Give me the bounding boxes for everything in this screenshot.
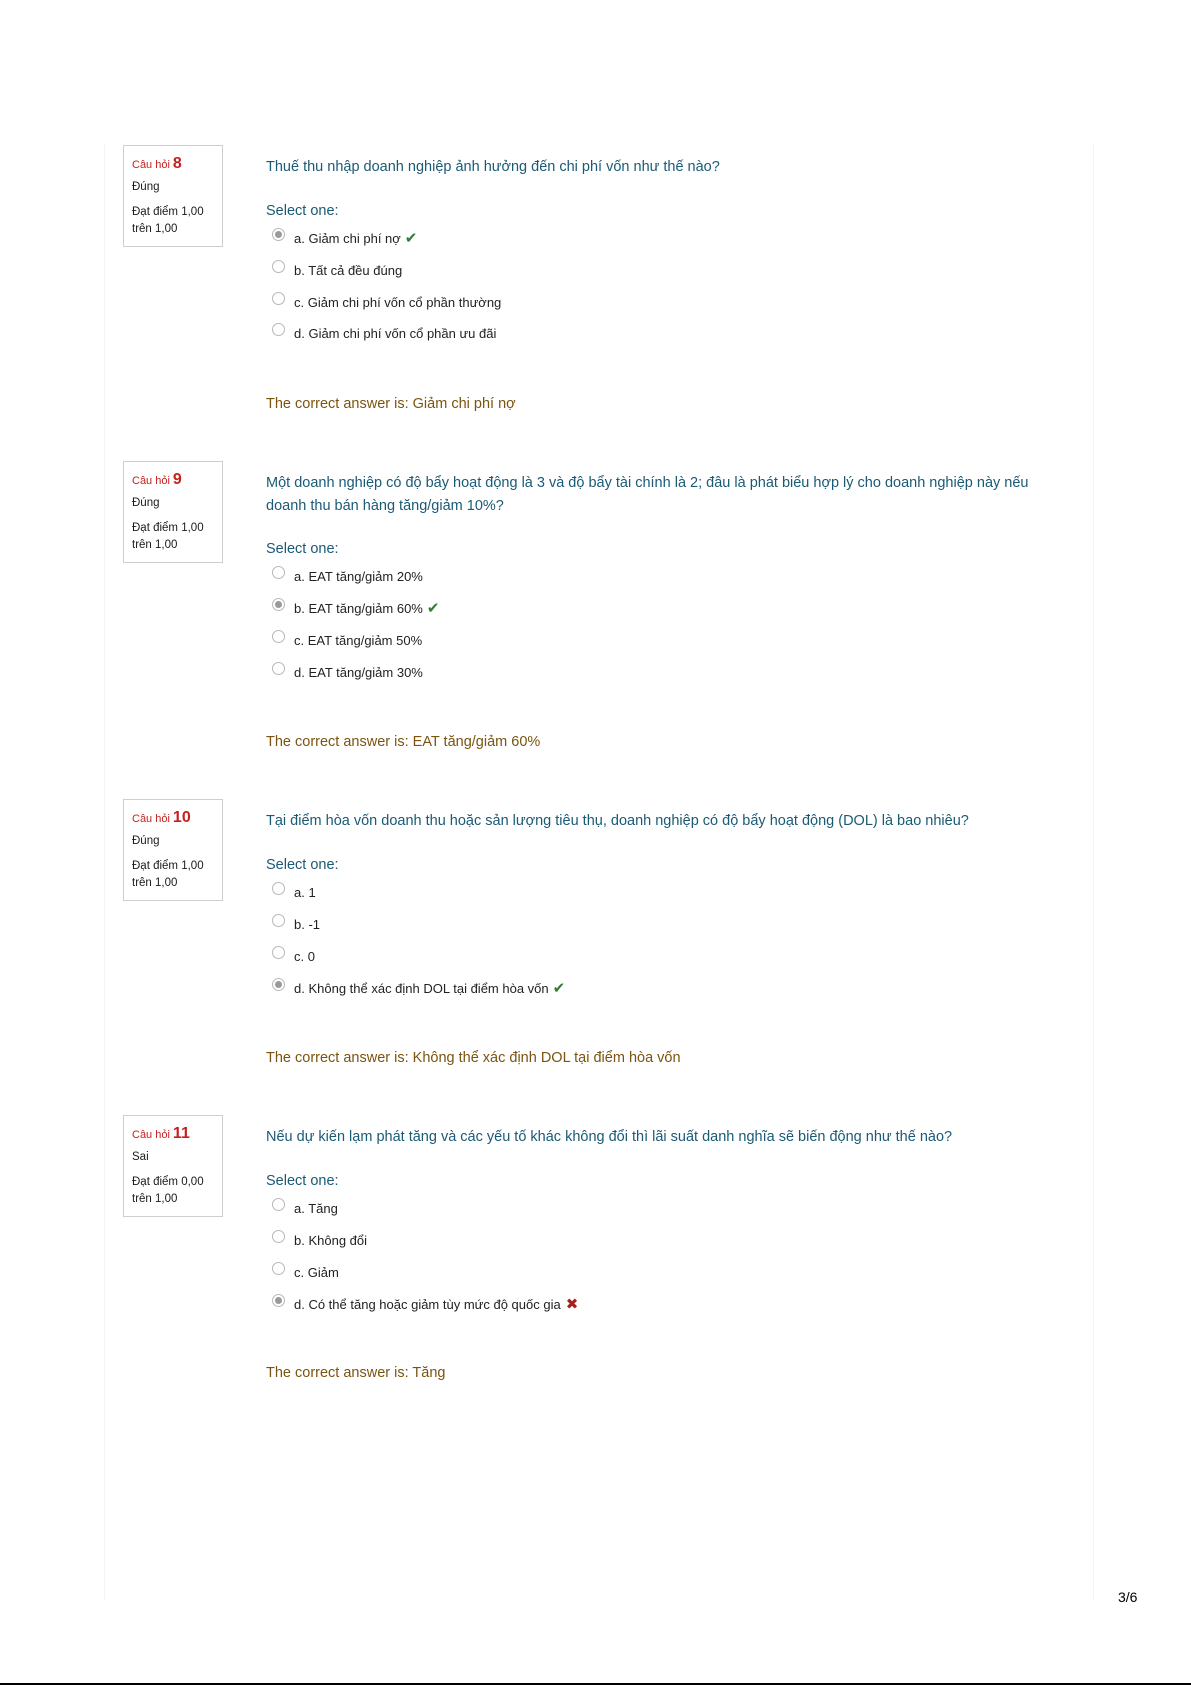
answer-label: c. EAT tăng/giảm 50% [294, 633, 423, 648]
answer-option-d[interactable] [272, 1295, 578, 1315]
right-answer: The correct answer is: Giảm chi phí nợ [266, 396, 516, 412]
answer-label: d. Giảm chi phí vốn cổ phần ưu đãi [294, 326, 497, 341]
check-icon: ✔ [404, 230, 418, 247]
answer-label: c. 0 [294, 949, 315, 964]
question-number-value: 10 [172, 809, 191, 826]
question-state: Sai [132, 1151, 149, 1163]
page-frame [104, 144, 1094, 1600]
answer-option-a[interactable] [272, 883, 316, 903]
answer-label: a. Giảm chi phí nợ [294, 231, 401, 246]
question-info [123, 1115, 223, 1217]
question-state: Đúng [132, 497, 160, 509]
answer-label: b. Tất cả đều đúng [294, 263, 403, 278]
question-text [266, 472, 1028, 518]
question-number-value: 9 [172, 471, 182, 488]
answer-option-b[interactable] [272, 599, 439, 619]
question-text: Tại điểm hòa vốn doanh thu hoặc sản lượng tiêu thụ, doanh nghiệp có độ bẩy hoạt động (DOL) là bao nhiêu? [266, 813, 969, 829]
check-icon: ✔ [552, 980, 566, 997]
grade-line: Đạt điểm 1,00 [132, 206, 204, 218]
select-one-prompt: Select one: [266, 857, 339, 873]
answer-label: b. -1 [294, 917, 321, 932]
answer-label: a. Tăng [294, 1201, 338, 1216]
answer-option-c[interactable] [272, 631, 422, 651]
right-answer: The correct answer is: EAT tăng/giảm 60% [266, 734, 541, 750]
answer-option-a[interactable] [272, 229, 417, 249]
question-info [123, 145, 223, 247]
question-label: Câu hỏi [132, 1129, 170, 1141]
question-label: Câu hỏi [132, 159, 170, 171]
question-number [132, 154, 214, 174]
question-label: Câu hỏi [132, 813, 170, 825]
radio-button[interactable] [272, 260, 285, 273]
right-answer: The correct answer is: Không thể xác định DOL tại điểm hòa vốn [266, 1050, 681, 1066]
answer-option-c[interactable] [272, 1263, 339, 1283]
question-text: Thuế thu nhập doanh nghiệp ảnh hưởng đến chi phí vốn như thế nào? [266, 159, 720, 175]
question-number-value: 11 [172, 1125, 190, 1142]
answer-option-d[interactable] [272, 324, 496, 344]
radio-button[interactable] [272, 1294, 285, 1307]
radio-button[interactable] [272, 630, 285, 643]
question-grade [132, 204, 214, 238]
select-one-prompt: Select one: [266, 1173, 339, 1189]
radio-button[interactable] [272, 598, 285, 611]
radio-button[interactable] [272, 946, 285, 959]
radio-button[interactable] [272, 978, 285, 991]
answer-option-c[interactable] [272, 947, 315, 967]
grade-line: Đạt điểm 0,00 [132, 1176, 204, 1188]
question-number [132, 1124, 214, 1144]
answer-label: d. EAT tăng/giảm 30% [294, 665, 423, 680]
question-info [123, 461, 223, 563]
grade-max-line: trên 1,00 [132, 1193, 178, 1205]
answer-option-a[interactable] [272, 1199, 338, 1219]
answer-option-b[interactable] [272, 915, 320, 935]
radio-button[interactable] [272, 292, 285, 305]
radio-button[interactable] [272, 323, 285, 336]
answer-option-c[interactable] [272, 293, 501, 313]
question-info [123, 799, 223, 901]
answer-option-d[interactable] [272, 979, 565, 999]
radio-button[interactable] [272, 566, 285, 579]
answer-option-b[interactable] [272, 1231, 367, 1251]
grade-max-line: trên 1,00 [132, 539, 178, 551]
radio-button[interactable] [272, 1262, 285, 1275]
question-number-value: 8 [172, 155, 182, 172]
question-number [132, 470, 214, 490]
answer-option-d[interactable] [272, 663, 423, 683]
question-grade [132, 520, 214, 554]
question-text: Nếu dự kiến lạm phát tăng và các yếu tố khác không đổi thì lãi suất danh nghĩa sẽ biến động như thế nào? [266, 1129, 953, 1145]
radio-button[interactable] [272, 662, 285, 675]
answer-label: c. Giảm chi phí vốn cổ phần thường [294, 295, 502, 310]
question-state: Đúng [132, 181, 160, 193]
answer-option-b[interactable] [272, 261, 402, 281]
check-icon: ✔ [426, 600, 440, 617]
answer-label: a. 1 [294, 885, 316, 900]
radio-button[interactable] [272, 228, 285, 241]
answer-label: b. EAT tăng/giảm 60% [294, 601, 423, 616]
question-grade [132, 858, 214, 892]
grade-line: Đạt điểm 1,00 [132, 860, 204, 872]
radio-button[interactable] [272, 914, 285, 927]
select-one-prompt: Select one: [266, 203, 339, 219]
grade-line: Đạt điểm 1,00 [132, 522, 204, 534]
answer-label: a. EAT tăng/giảm 20% [294, 569, 423, 584]
grade-max-line: trên 1,00 [132, 223, 178, 235]
question-number [132, 808, 214, 828]
question-text-line: doanh thu bán hàng tăng/giảm 10%? [266, 498, 504, 514]
question-text-line: Một doanh nghiệp có độ bẩy hoạt động là 3 và độ bẩy tài chính là 2; đâu là phát biểu hợp lý cho doanh nghiệp này nếu [266, 475, 1029, 491]
answer-label: d. Có thể tăng hoặc giảm tùy mức độ quốc gia [294, 1297, 561, 1312]
answer-label: d. Không thể xác định DOL tại điểm hòa vốn [294, 981, 549, 996]
cross-icon: ✖ [565, 1296, 579, 1313]
question-state: Đúng [132, 835, 160, 847]
question-grade [132, 1174, 214, 1208]
radio-button[interactable] [272, 1230, 285, 1243]
right-answer: The correct answer is: Tăng [266, 1365, 446, 1381]
answer-label: b. Không đổi [294, 1233, 368, 1248]
question-label: Câu hỏi [132, 475, 170, 487]
answer-option-a[interactable] [272, 567, 423, 587]
radio-button[interactable] [272, 882, 285, 895]
answer-label: c. Giảm [294, 1265, 339, 1280]
select-one-prompt: Select one: [266, 541, 339, 557]
radio-button[interactable] [272, 1198, 285, 1211]
grade-max-line: trên 1,00 [132, 877, 178, 889]
page-number: 3/6 [1118, 1589, 1138, 1605]
